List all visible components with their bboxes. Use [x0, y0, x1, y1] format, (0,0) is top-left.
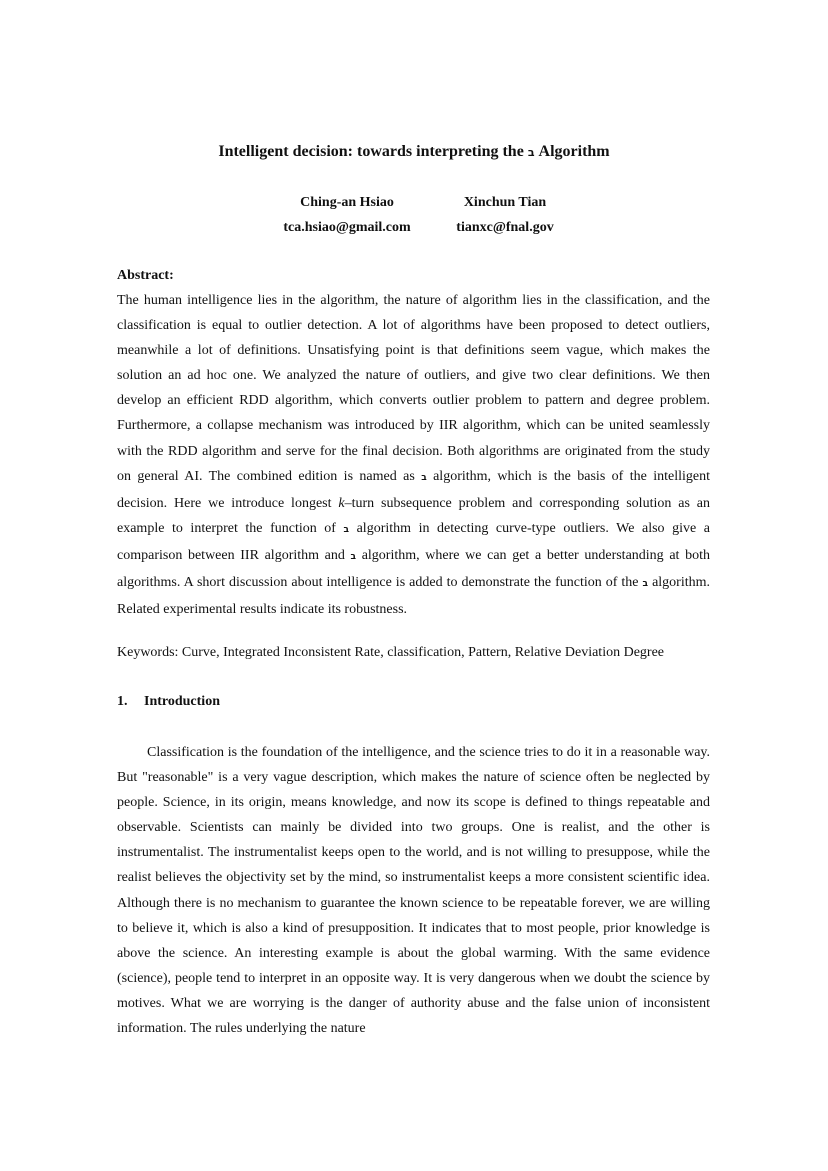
abstract-heading: Abstract: — [117, 268, 174, 283]
abstract-text-1: The human intelligence lies in the algorithm, the nature of algorithm lies in the classification, and the classification is equal to outlier detection. A lot of algorithms have been proposed to detect outliers, meanwhile a lot of definitions. Unsatisfying point is that definitions seem vague, which makes the solution an ad hoc one. We analyzed the nature of outliers, and give two clear definitions. We then develop an efficient RDD algorithm, which converts outlier problem to pattern and degree problem. Furthermore, a collapse mechanism was introduced by IIR algorithm, which can be united seamlessly with the RDD algorithm and serve for the final decision. Both algorithms are originated from the study on general AI. The combined edition is named as — [117, 293, 710, 484]
section-heading-introduction — [117, 691, 220, 713]
author-2-name: Xinchun Tian — [463, 195, 547, 210]
author-1 — [272, 190, 422, 240]
title-text-start: Intelligent decision: towards interpreting the — [218, 143, 528, 160]
abstract-k-variable: k — [338, 495, 345, 511]
abstract-text-2: algorithm, which is the basis of the intelligent decision. Here we introduce longest — [117, 468, 710, 511]
abstract-glyph-1: ב — [421, 472, 427, 483]
abstract-text-3: –turn subsequence problem and corresponding solution as an example to interpret the function of — [117, 495, 710, 536]
author-1-email: tca.hsiao@gmail.com — [283, 220, 411, 235]
title-text-end: Algorithm — [534, 143, 610, 160]
author-1-name: Ching-an Hsiao — [300, 195, 394, 210]
keywords-line: Keywords: Curve, Integrated Inconsistent Rate, classification, Pattern, Relative Deviation Degree — [117, 645, 664, 660]
introduction-body: Classification is the foundation of the intelligence, and the science tries to do it in a reasonable way. But "reasonable" is a very vague description, which makes the nature of science often be neglected by people. Science, in its origin, means knowledge, and now its scope is defined to things repeatable and observable. Scientists can mainly be divided into two groups. One is realist, and the other is instrumentalist. The instrumentalist keeps open to the world, and is not willing to presuppose, while the realist believes the objectivity set by the mind, so instrumentalist keeps a more consistent scientific idea. Although there is no mechanism to guarantee the known science to be repeatable forever, we are willing to believe it, which is also a kind of presupposition. It indicates that to most people, prior knowledge is above the science. An interesting example is about the global warming. With the same evidence (science), people tend to interpret in an opposite way. It is very dangerous when we doubt the science by motives. What we are worrying is the danger of authority abuse and the false union of inconsistent information. The rules underlying the nature — [117, 745, 710, 1037]
author-2-email: tianxc@fnal.gov — [456, 220, 554, 235]
paper-title — [0, 141, 828, 164]
abstract-text-4: algorithm in detecting curve-type outliers. We also give a comparison between IIR algorithm and — [117, 520, 710, 563]
abstract-text-5: algorithm, where we can get a better understanding at both algorithms. A short discussion about intelligence is added to demonstrate the function of the — [117, 547, 710, 591]
author-2 — [450, 190, 560, 240]
abstract-glyph-4: ב — [642, 579, 649, 590]
title-glyph: ב — [527, 146, 535, 159]
abstract-body — [117, 288, 710, 622]
abstract-text-6: algorithm. Related experimental results indicate its robustness. — [117, 575, 710, 618]
section-number: 1. — [117, 694, 128, 709]
section-title: Introduction — [144, 694, 220, 709]
abstract-glyph-2: ב — [343, 524, 350, 535]
abstract-glyph-3: ב — [350, 551, 357, 562]
